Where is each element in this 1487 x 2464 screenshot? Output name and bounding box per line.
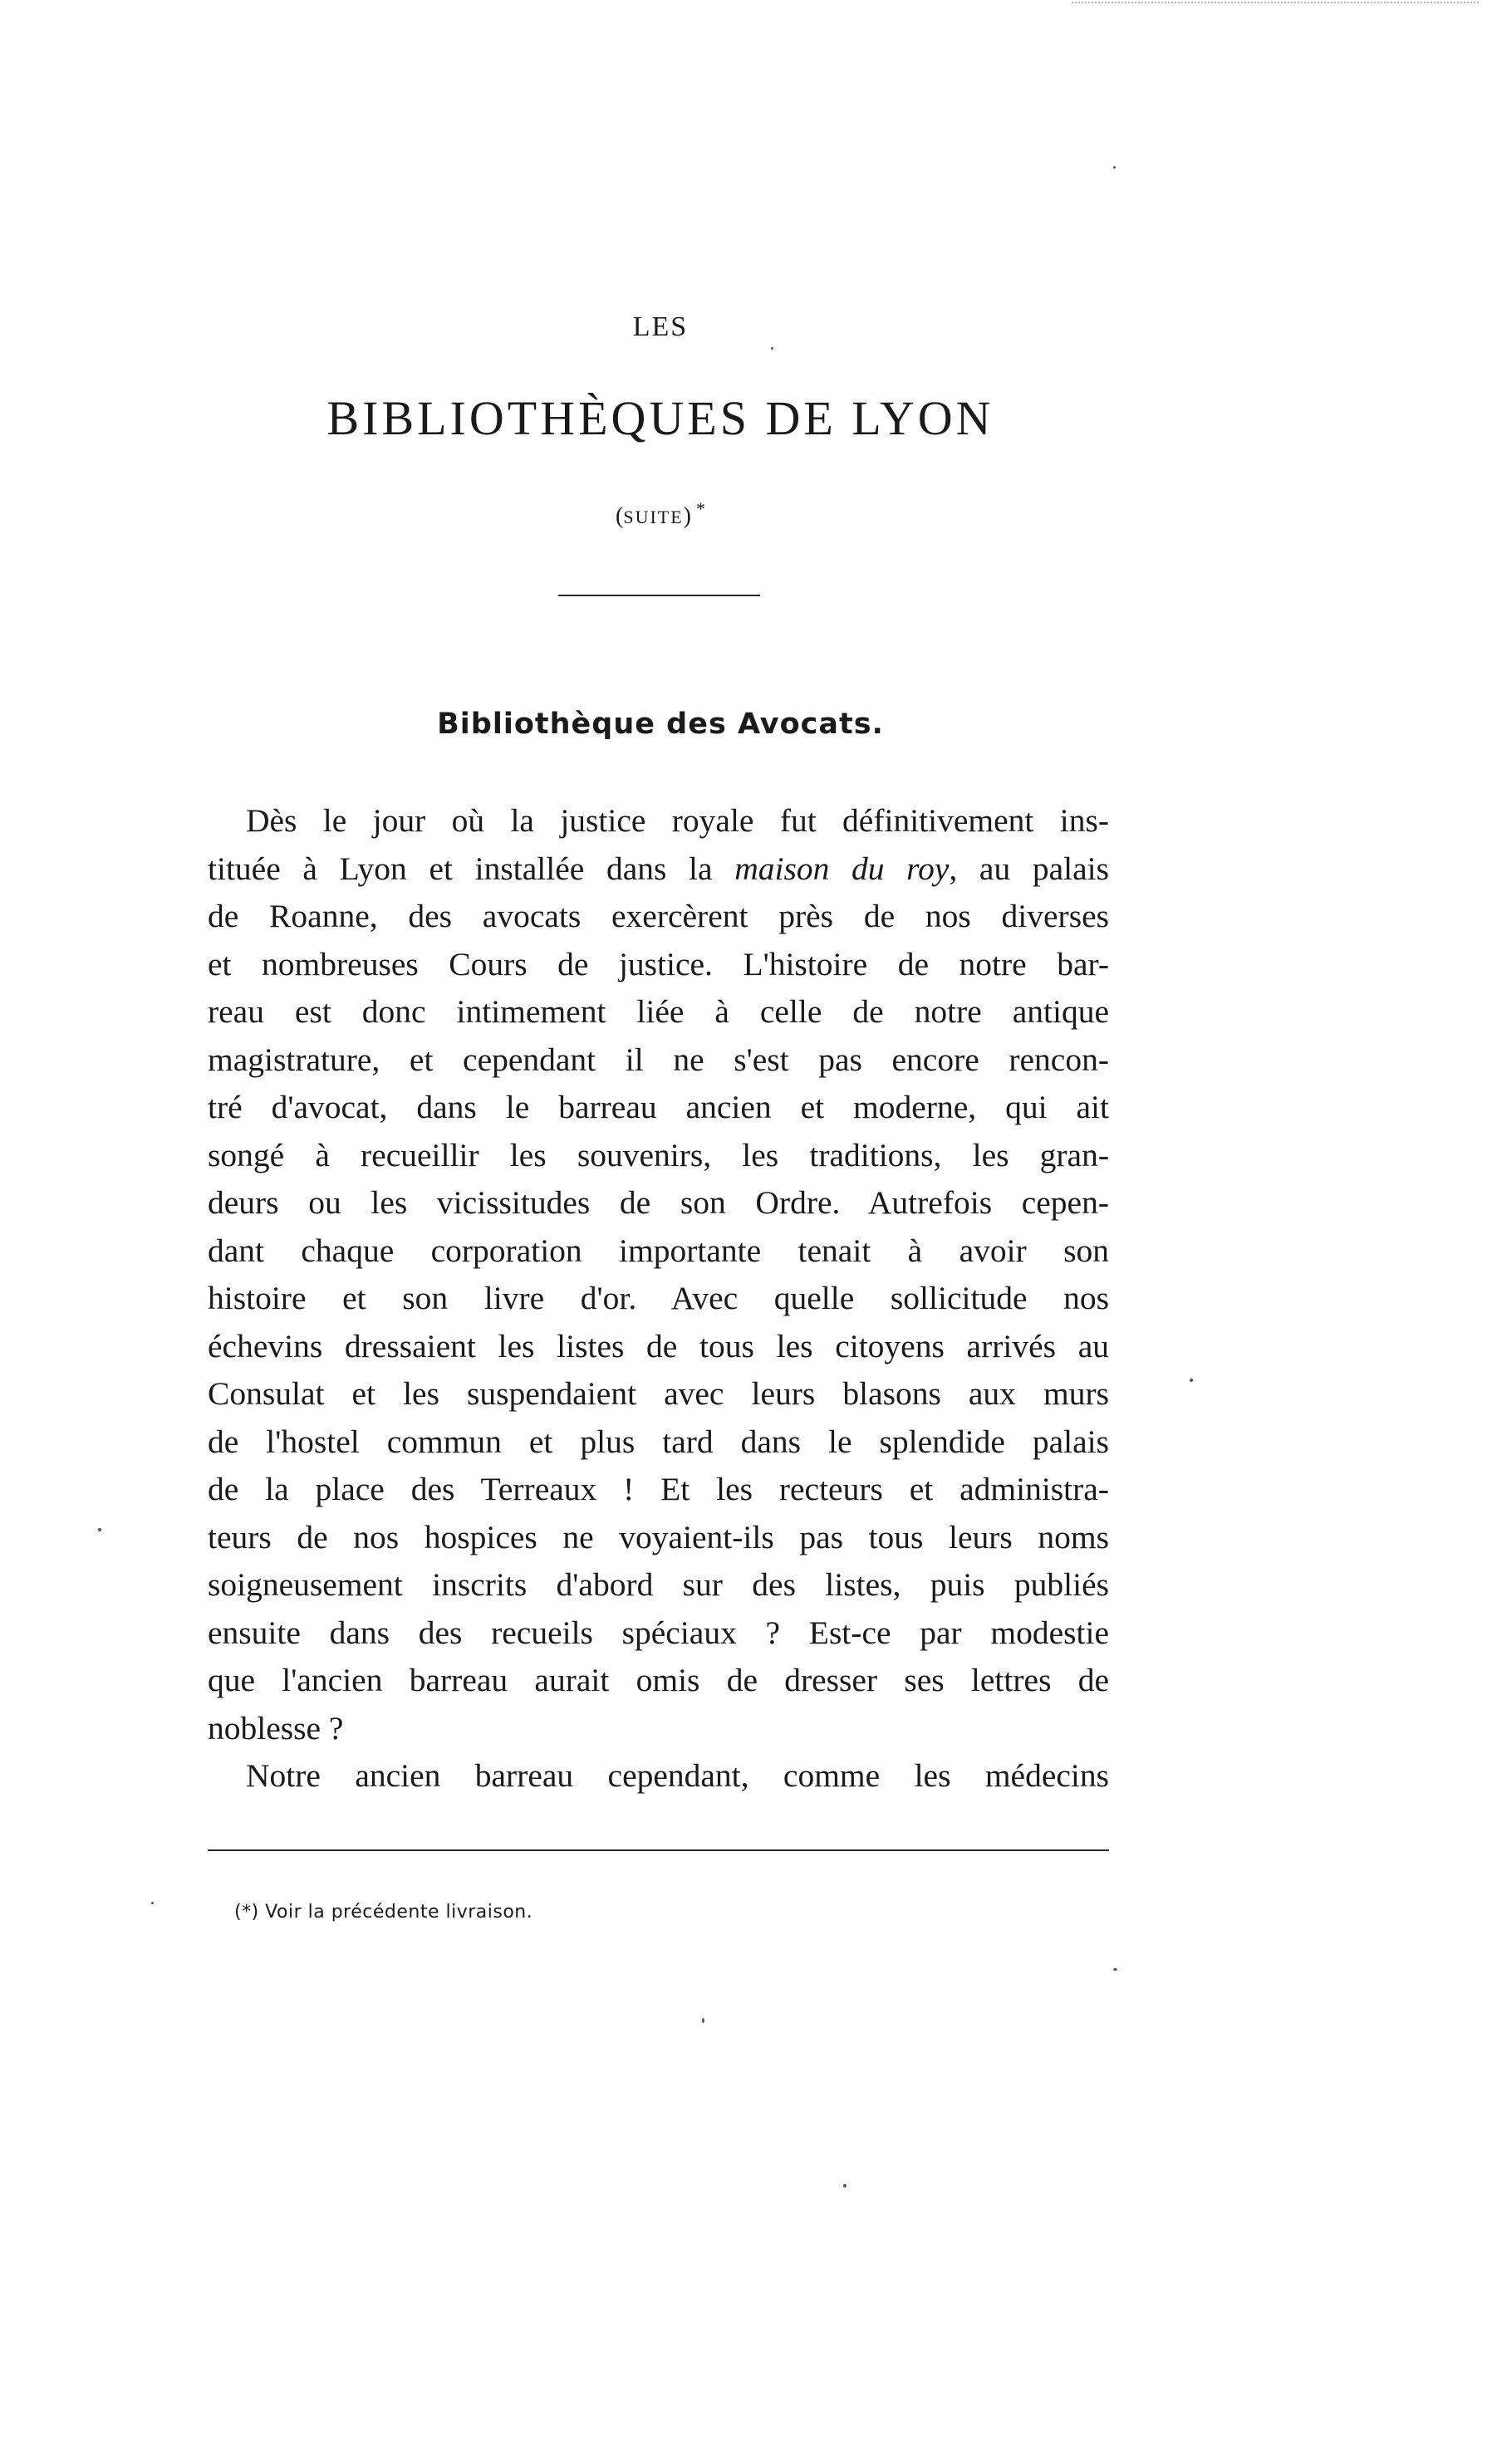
print-speck — [771, 347, 773, 350]
text-line: songé à recueillir les souvenirs, les traditions, les gran- — [208, 1136, 1109, 1173]
print-speck — [843, 2184, 847, 2187]
heading-suite — [0, 498, 1321, 530]
suite-paren-close: ) — [683, 503, 691, 529]
italic-phrase: maison du roy — [734, 850, 950, 887]
text-line: teurs de nos hospices ne voyaient-ils pas tous leurs noms — [208, 1518, 1109, 1555]
text-line: que l'ancien barreau aurait omis de dresser ses lettres de — [208, 1662, 1109, 1698]
text-line: de la place des Terreaux ! Et les recteurs et administra- — [208, 1471, 1109, 1507]
text-line: soigneusement inscrits d'abord sur des listes, puis publiés — [208, 1566, 1109, 1603]
text-line: magistrature, et cependant il ne s'est pas encore rencon- — [208, 1041, 1109, 1078]
print-speck — [1113, 166, 1116, 169]
paragraph — [208, 797, 1109, 1752]
print-speck — [1113, 1968, 1117, 1971]
footnote-divider — [208, 1849, 1109, 1851]
text-line: histoire et son livre d'or. Avec quelle sollicitude nos — [208, 1280, 1109, 1316]
text-line: tituée à Lyon et installée dans la maison du roy, au palais — [208, 850, 1109, 887]
print-speck — [151, 1902, 154, 1904]
section-title: Bibliothèque des Avocats. — [437, 708, 884, 741]
footnote-marker: * — [695, 498, 705, 519]
page-title: BIBLIOTHÈQUES DE LYON — [326, 391, 994, 445]
text-line: Notre ancien barreau cependant, comme les médecins — [246, 1757, 1109, 1794]
text-line: échevins dressaient les listes de tous les citoyens arrivés au — [208, 1327, 1109, 1364]
title-divider — [558, 595, 760, 596]
paragraph — [208, 1752, 1109, 1800]
text-line: dant chaque corporation importante tenait à avoir son — [208, 1232, 1109, 1269]
suite-label: SUITE — [623, 507, 684, 527]
suite-paren-open: ( — [616, 503, 624, 529]
text-line: de l'hostel commun et plus tard dans le splendide palais — [208, 1423, 1109, 1460]
text-line: reau est donc intimement liée à celle de notre antique — [208, 993, 1109, 1030]
page-edge-mark — [1072, 2, 1479, 3]
text-line: Dès le jour où la justice royale fut définitivement ins- — [246, 802, 1109, 839]
heading-les: LES — [632, 311, 689, 342]
print-speck — [1190, 1379, 1193, 1382]
print-speck — [702, 2018, 704, 2023]
text-line: de Roanne, des avocats exercèrent près de nos diverses — [208, 898, 1109, 934]
text-line: Consulat et les suspendaient avec leurs blasons aux murs — [208, 1375, 1109, 1412]
footnote: (*) Voir la précédente livraison. — [234, 1902, 533, 1923]
text-line: deurs ou les vicissitudes de son Ordre. Autrefois cepen- — [208, 1184, 1109, 1221]
text-line: ensuite dans des recueils spéciaux ? Est-ce par modestie — [208, 1614, 1109, 1651]
print-speck — [98, 1528, 101, 1531]
body-text — [208, 797, 1109, 1800]
text-line: noblesse ? — [208, 1709, 344, 1746]
text-line: tré d'avocat, dans le barreau ancien et moderne, qui ait — [208, 1089, 1109, 1125]
text-line: et nombreuses Cours de justice. L'histoire de notre bar- — [208, 945, 1109, 982]
